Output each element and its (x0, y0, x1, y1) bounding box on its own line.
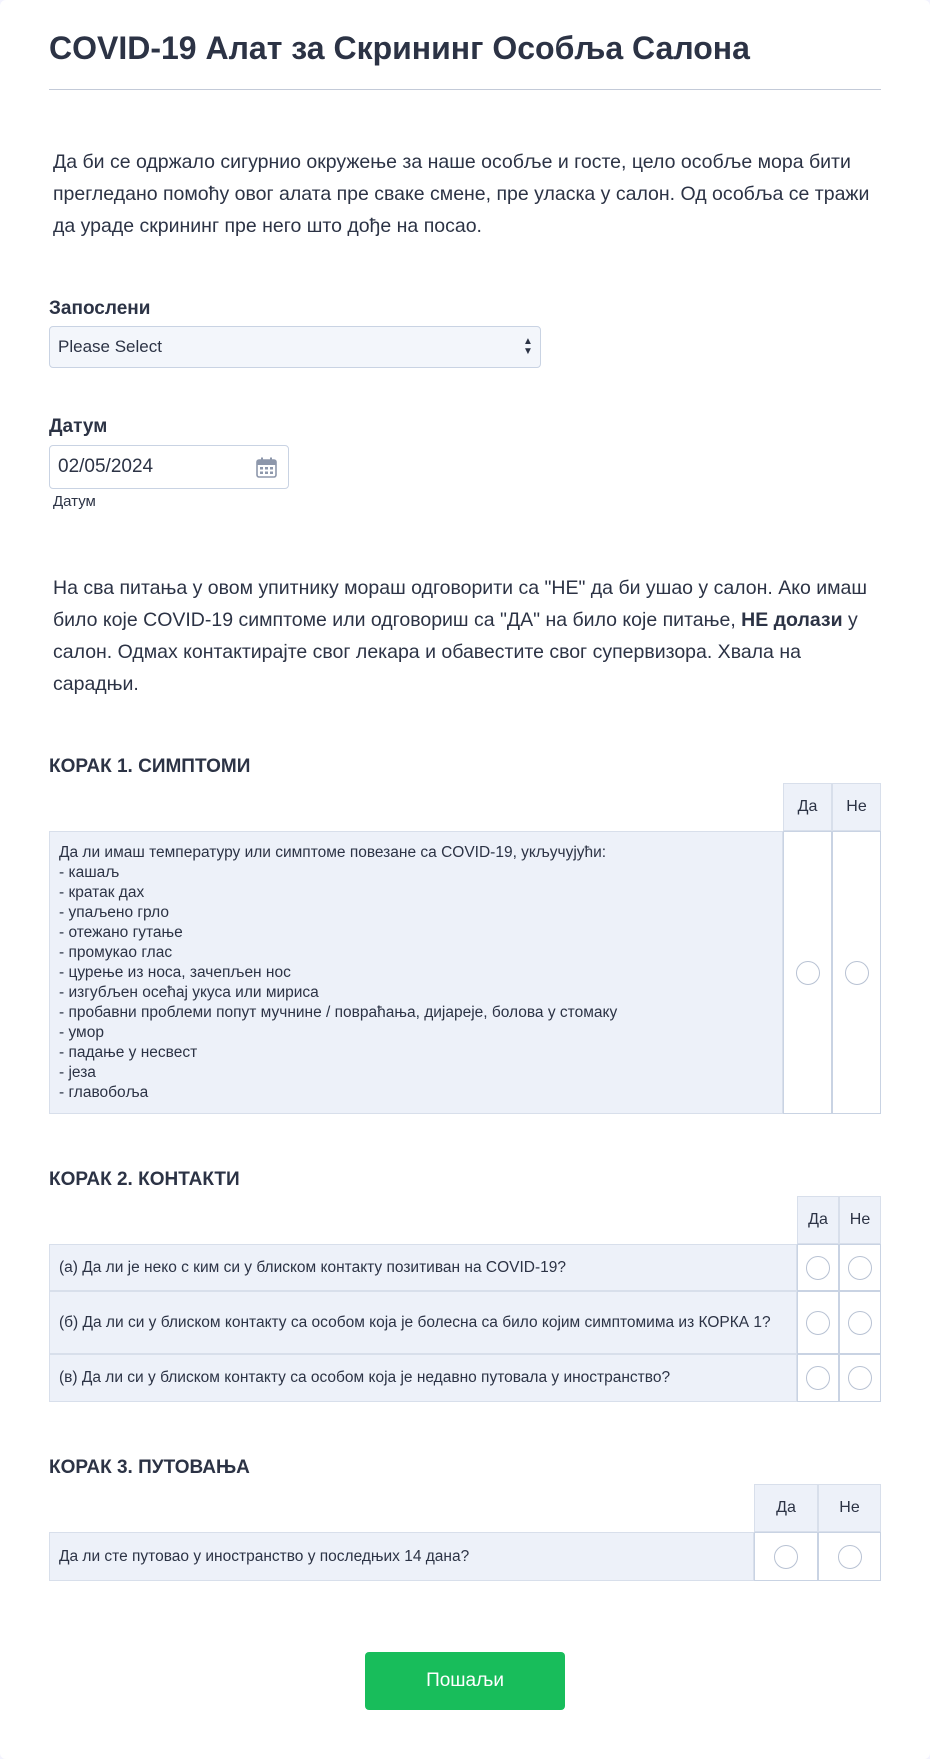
calendar-icon[interactable] (256, 457, 277, 478)
employee-select[interactable] (49, 326, 541, 368)
step-3-matrix (49, 1484, 881, 1581)
step-1-cell-yes (783, 831, 832, 1114)
intro-paragraph: Да би се одржало сигурнио окружење за наше особље и госте, цело особље мора бити прегледано помоћу овог алата пре сваке смене, пре уласка у салон. Од особља се тражи да ураде скрининг пре него што дође на посао. (53, 151, 870, 237)
step-2-c-cell-yes (797, 1354, 839, 1402)
title-divider (49, 89, 881, 90)
step-1-col-no: Не (832, 783, 881, 831)
step-3-cell-yes (754, 1532, 818, 1581)
instructions-paragraph (53, 572, 883, 700)
step-2-question-c: (в) Да ли си у блиском контакту са особом која је недавно путовала у иностранство? (49, 1354, 797, 1402)
step-1-cell-no (832, 831, 881, 1114)
step-3-no-radio[interactable] (838, 1545, 862, 1569)
step-2-title: КОРАК 2. КОНТАКТИ (49, 1169, 240, 1190)
step-2-b-cell-yes (797, 1291, 839, 1354)
step-2-c-yes-radio[interactable] (806, 1366, 830, 1390)
step-2-b-cell-no (839, 1291, 881, 1354)
step-1-question: Да ли имаш температуру или симптоме повезане са COVID-19, укључујући: - кашаљ - кратак дах - упаљено грло - отежано гутање - промукао глас - цурење из носа, зачепљен нос - изгубљен осећај укуса или мириса - пробавни проблеми попут мучнине / повраћања, дијареје, болова у стомаку - умор - падање у несвест - језа - главобоља (49, 831, 783, 1114)
step-2-a-no-radio[interactable] (848, 1256, 872, 1280)
step-3-question: Да ли сте путовао у иностранство у последњих 14 дана? (49, 1532, 754, 1581)
employee-select-value: Please Select (58, 337, 162, 356)
submit-button[interactable]: Пошаљи (365, 1652, 565, 1710)
step-1-q1-yes-radio[interactable] (796, 961, 820, 985)
instructions-text-1: На сва питања у овом упитнику мораш одговорити са "НЕ" да би ушао у салон. Ако имаш било које COVID-19 симптоме или одговориш са "ДА" на било које питање, (53, 577, 868, 631)
step-2-a-cell-no (839, 1244, 881, 1291)
step-2-question-a: (а) Да ли је неко с ким си у блиском контакту позитиван на COVID-19? (49, 1244, 797, 1291)
step-2-b-yes-radio[interactable] (806, 1311, 830, 1335)
step-3-col-yes: Да (754, 1484, 818, 1532)
instructions-text-2: у салон. Одмах контактирајте свог лекара и обавестите свог супервизора. Хвала на сарадњи. (53, 609, 858, 695)
step-3-cell-no (818, 1532, 881, 1581)
employee-label: Запослени (49, 298, 151, 319)
step-2-col-no: Не (839, 1196, 881, 1244)
step-1-matrix (49, 783, 881, 1114)
select-arrows-icon: ▲ ▼ (523, 336, 533, 357)
step-3-title: КОРАК 3. ПУТОВАЊА (49, 1457, 250, 1478)
step-2-question-b: (б) Да ли си у блиском контакту са особом која је болесна са било којим симптомима из КОРКА 1? (49, 1291, 797, 1354)
step-2-b-no-radio[interactable] (848, 1311, 872, 1335)
step-1-q1-no-radio[interactable] (845, 961, 869, 985)
step-3-yes-radio[interactable] (774, 1545, 798, 1569)
step-3-col-no: Не (818, 1484, 881, 1532)
form-title: COVID-19 Алат за Скрининг Особља Салона (49, 30, 750, 66)
date-sublabel: Датум (53, 493, 96, 510)
step-2-col-yes: Да (797, 1196, 839, 1244)
instructions-bold: НЕ долази (741, 609, 843, 631)
step-1-title: КОРАК 1. СИМПТОМИ (49, 756, 251, 777)
step-1-col-yes: Да (783, 783, 832, 831)
step-2-a-yes-radio[interactable] (806, 1256, 830, 1280)
step-2-matrix (49, 1196, 881, 1402)
date-value: 02/05/2024 (58, 456, 154, 477)
step-2-c-no-radio[interactable] (848, 1366, 872, 1390)
step-2-a-cell-yes (797, 1244, 839, 1291)
date-input[interactable] (49, 445, 289, 489)
date-label: Датум (49, 416, 108, 437)
step-2-c-cell-no (839, 1354, 881, 1402)
